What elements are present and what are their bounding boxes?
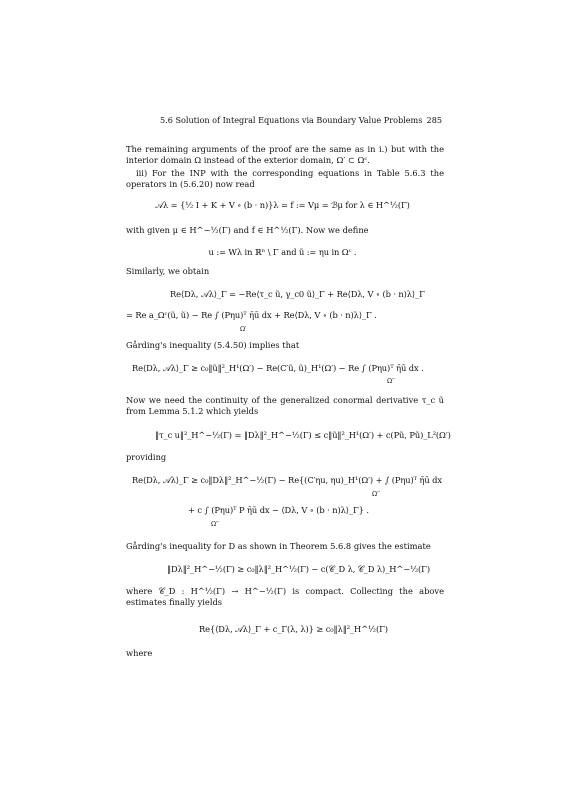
- equation-6-line-1-integral-domain: Ω′′: [372, 491, 380, 498]
- equation-3-line-2: = Re a_Ωᶜ(ũ, ũ) − Re ∫ (Pηu)ᵀ η̄ū dx + Re⟨Dλ, V ∘ (b · n)λ⟩_Γ .: [126, 310, 377, 320]
- page-number: 285: [426, 115, 442, 125]
- equation-4-integral-domain: Ω′′: [387, 378, 395, 385]
- paragraph-7: providing: [126, 452, 167, 462]
- running-header: [160, 115, 442, 125]
- equation-definition-u: u := Wλ in ℝⁿ \ Γ and ũ := ηu in Ωᶜ .: [208, 247, 357, 257]
- section-title: 5.6 Solution of Integral Equations via Boundary Value Problems: [160, 115, 423, 125]
- equation-garding-1: Re⟨Dλ, 𝒜λ⟩_Γ ≥ c₀‖ũ‖²_H¹(Ω′) − Re(C′ũ, ũ)_H¹(Ω′) − Re ∫ (Pηu)ᵀ η̄ū dx .: [132, 363, 424, 373]
- paragraph-4: Similarly, we obtain: [126, 266, 210, 276]
- paragraph-1: The remaining arguments of the proof are the same as in i.) but with the interior domain Ω instead of the exterior domain, Ω′ ⊂ Ωᶜ.: [126, 144, 444, 166]
- equation-6-line-2: + c ∫ (Pηu)ᵀ P η̄ū dx − ⟨Dλ, V ∘ (b · n)λ⟩_Γ} .: [188, 505, 369, 515]
- equation-6-line-2-integral-domain: Ω′′: [211, 521, 219, 528]
- equation-final-estimate: Re{⟨Dλ, 𝒜λ⟩_Γ + c_Γ(λ, λ)} ≥ c₀‖λ‖²_H^½(Γ): [199, 624, 388, 634]
- equation-garding-d: ‖Dλ‖²_H^−½(Γ) ≥ c₀‖λ‖²_H^½(Γ) − c(𝒞_D λ, 𝒞_D λ)_H^−½(Γ): [167, 564, 430, 574]
- paragraph-9: where 𝒞_D : H^½(Γ) → H^−½(Γ) is compact. Collecting the above estimates finally yields: [126, 586, 444, 608]
- paragraph-10: where: [126, 648, 153, 658]
- paragraph-8: Gårding's inequality for D as shown in Theorem 5.6.8 gives the estimate: [126, 541, 431, 551]
- paragraph-3: with given μ ∈ H^−½(Γ) and f ∈ H^½(Γ). Now we define: [126, 225, 369, 235]
- equation-6-line-1: Re⟨Dλ, 𝒜λ⟩_Γ ≥ c₀‖Dλ‖²_H^−½(Γ) − Re{(C′ηu, ηu)_H¹(Ω′) + ∫ (Pηu)ᵀ η̄ū dx: [132, 475, 442, 485]
- equation-operator-a: 𝒜λ = {½ I + K + V ∘ (b · n)}λ = f := Vμ = ℬμ for λ ∈ H^½(Γ): [155, 200, 410, 210]
- paragraph-5: Gårding's inequality (5.4.50) implies that: [126, 340, 300, 350]
- equation-continuity: ‖τ_c u‖²_H^−½(Γ) = ‖Dλ‖²_H^−½(Γ) ≤ c‖ũ‖²_H¹(Ω′) + c(Pũ, Pũ)_L²(Ω′): [155, 430, 451, 440]
- paragraph-2: iii) For the INP with the corresponding equations in Table 5.6.3 the operators in (5.6.20) now read: [126, 168, 444, 190]
- paragraph-6: Now we need the continuity of the generalized conormal derivative τ_c ũ from Lemma 5.1.2 which yields: [126, 395, 444, 417]
- equation-3-line-1: Re⟨Dλ, 𝒜λ⟩_Γ = −Re⟨τ_c ũ, γ_c0 ũ⟩_Γ + Re⟨Dλ, V ∘ (b · n)λ⟩_Γ: [170, 289, 425, 299]
- equation-3-integral-domain: Ω′: [240, 326, 247, 333]
